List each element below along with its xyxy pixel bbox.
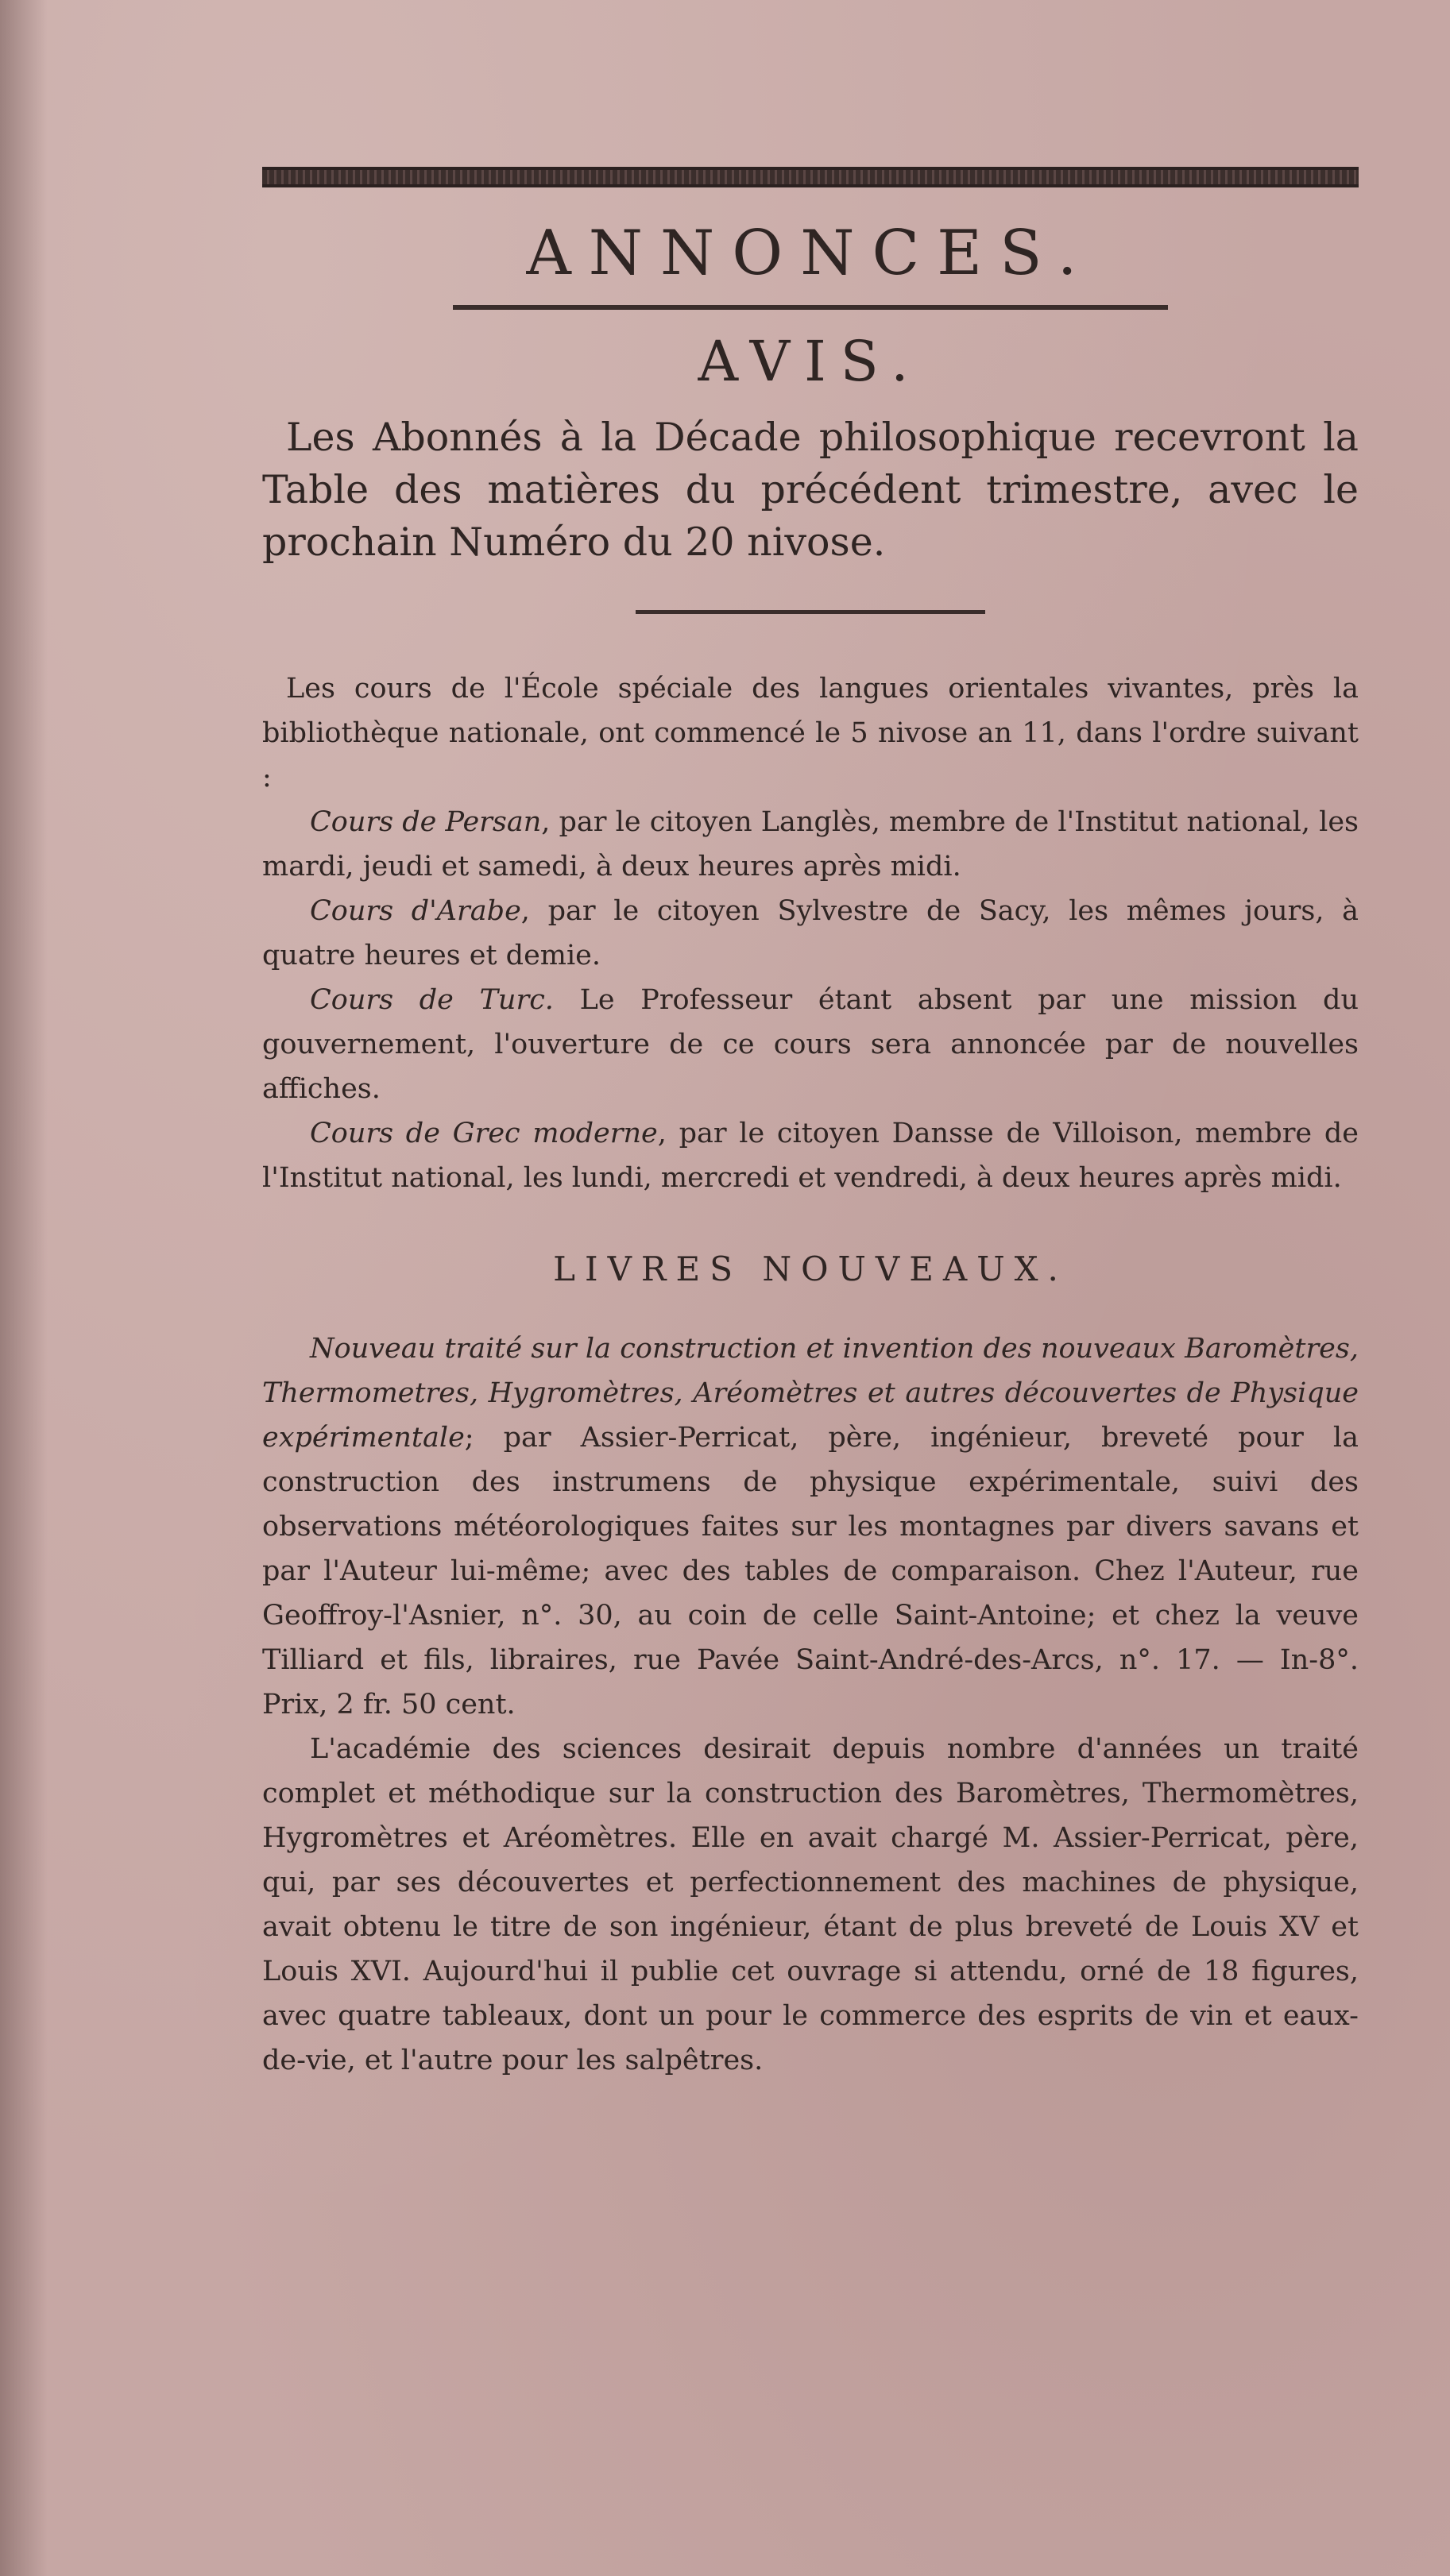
avis-title: AVIS. — [698, 329, 923, 394]
cours-persan-text: , par le citoyen Langlès, membre de l'Institut national, les mardi, jeudi et samedi, à deux heures après midi. — [262, 806, 1359, 882]
avis-paragraph: Les Abonnés à la Décade philosophique recevront la Table des matières du précédent trimestre, avec le prochain Numéro du 20 nivose. — [262, 415, 1359, 565]
page-heading: ANNONCES. — [526, 218, 1095, 289]
heading-rule — [453, 305, 1168, 310]
cours-persan-name: Cours de Persan — [310, 806, 542, 838]
livre1-title: Nouveau traité sur la construction et invention des nouveaux Baromètres, Thermometres, Hygromètres, Aréomètres et autres découvertes de Physique expérimentale — [262, 1333, 1359, 1454]
cours-grec-text: , par le citoyen Dansse de Villoison, membre de l'Institut national, les lundi, mercredi et vendredi, à deux heures après midi. — [262, 1118, 1359, 1194]
cours-persan — [262, 800, 1359, 889]
cours-turc-name: Cours de Turc. — [310, 984, 554, 1016]
document-body — [262, 167, 1359, 2083]
top-ornamental-rule — [262, 167, 1359, 187]
page-edge-shadow — [0, 0, 48, 2576]
cours-turc-text: Le Professeur étant absent par une mission du gouvernement, l'ouverture de ce cours sera annoncée par de nouvelles affiches. — [262, 984, 1359, 1105]
livre1-text: ; par Assier-Perricat, père, ingénieur, breveté pour la construction des instrumens de physique expérimentale, suivi des observations météorologiques faites sur les montagnes par divers savans et par l'Auteur lui-même; avec des tables de comparaison. Chez l'Auteur, rue Geoffroy-l'Asnier, n°. 30, au coin de celle Saint-Antoine; et chez la veuve Tilliard et fils, libraires, rue Pavée Saint-André-des-Arcs, n°. 17. — In-8°. Prix, 2 fr. 50 cent. — [262, 1422, 1359, 1721]
cours-grec-name: Cours de Grec moderne — [310, 1118, 658, 1149]
cours-arabe — [262, 889, 1359, 978]
cours-grec — [262, 1111, 1359, 1200]
cours-arabe-text: , par le citoyen Sylvestre de Sacy, les mêmes jours, à quatre heures et demie. — [262, 895, 1359, 971]
section-separator — [636, 610, 985, 614]
livre1-entry — [262, 1327, 1359, 1727]
livres-title: LIVRES NOUVEAUX. — [553, 1249, 1068, 1288]
cours-intro: Les cours de l'École spéciale des langues orientales vivantes, près la bibliothèque nationale, ont commencé le 5 nivose an 11, dans l'ordre suivant : — [262, 673, 1359, 794]
cours-arabe-name: Cours d'Arabe — [310, 895, 521, 927]
cours-turc — [262, 978, 1359, 1111]
livre1-note: L'académie des sciences desirait depuis nombre d'années un traité complet et méthodique sur la construction des Baromètres, Thermomètres, Hygromètres et Aréomètres. Elle en avait chargé M. Assier-Perricat, père, qui, par ses découvertes et perfectionnement des machines de physique, avait obtenu le titre de son ingénieur, étant de plus breveté de Louis XV et Louis XVI. Aujourd'hui il publie cet ouvrage si attendu, orné de 18 figures, avec quatre tableaux, dont un pour le commerce des esprits de vin et eaux-de-vie, et l'autre pour les salpêtres. — [262, 1733, 1359, 2076]
